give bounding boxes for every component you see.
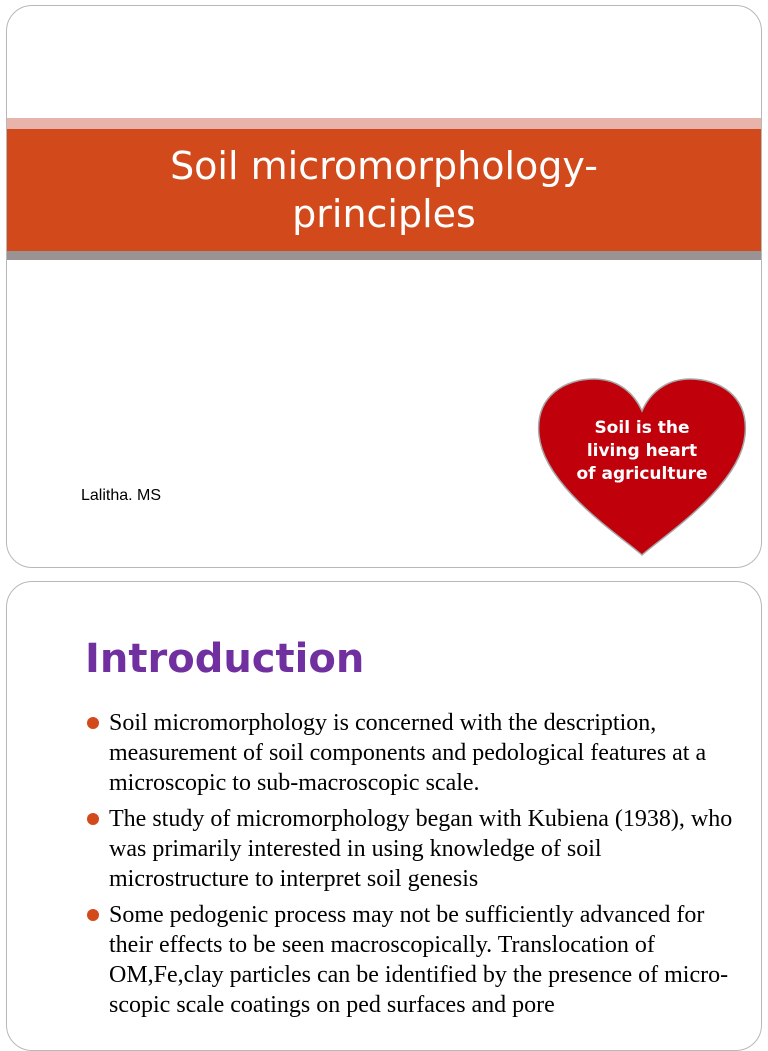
bullet-dot-icon	[87, 813, 99, 825]
bullet-list	[85, 708, 735, 1026]
heart-shape	[536, 377, 748, 559]
introduction-slide	[6, 581, 762, 1051]
title-band-top-stripe	[7, 118, 761, 129]
bullet-dot-icon	[87, 717, 99, 729]
list-item	[85, 804, 735, 894]
list-item	[85, 900, 735, 1020]
bullet-text: Some pedogenic process may not be sufficiently advanced for their effects to be seen macroscopically. Translocation of OM,Fe,clay particles can be identified by the presence of micro-scopic scale coatings on ped surfaces and pore	[109, 902, 729, 1018]
slide-title: Soil micromorphology-principles	[170, 144, 598, 236]
heart-caption: Soil is the living heart of agriculture	[576, 418, 708, 484]
bullet-text: The study of micromorphology began with Kubiena (1938), who was primarily interested in using knowledge of soil microstructure to interpret soil genesis	[109, 806, 733, 892]
title-band	[7, 129, 761, 251]
bullet-dot-icon	[87, 909, 99, 921]
section-heading: Introduction	[85, 636, 365, 682]
title-slide	[6, 5, 762, 568]
bullet-text: Soil micromorphology is concerned with the description, measurement of soil components and pedological features at a microscopic to sub-macroscopic scale.	[109, 710, 707, 796]
list-item	[85, 708, 735, 798]
author-name: Lalitha. MS	[81, 487, 162, 504]
title-band-bottom-stripe	[7, 251, 761, 260]
